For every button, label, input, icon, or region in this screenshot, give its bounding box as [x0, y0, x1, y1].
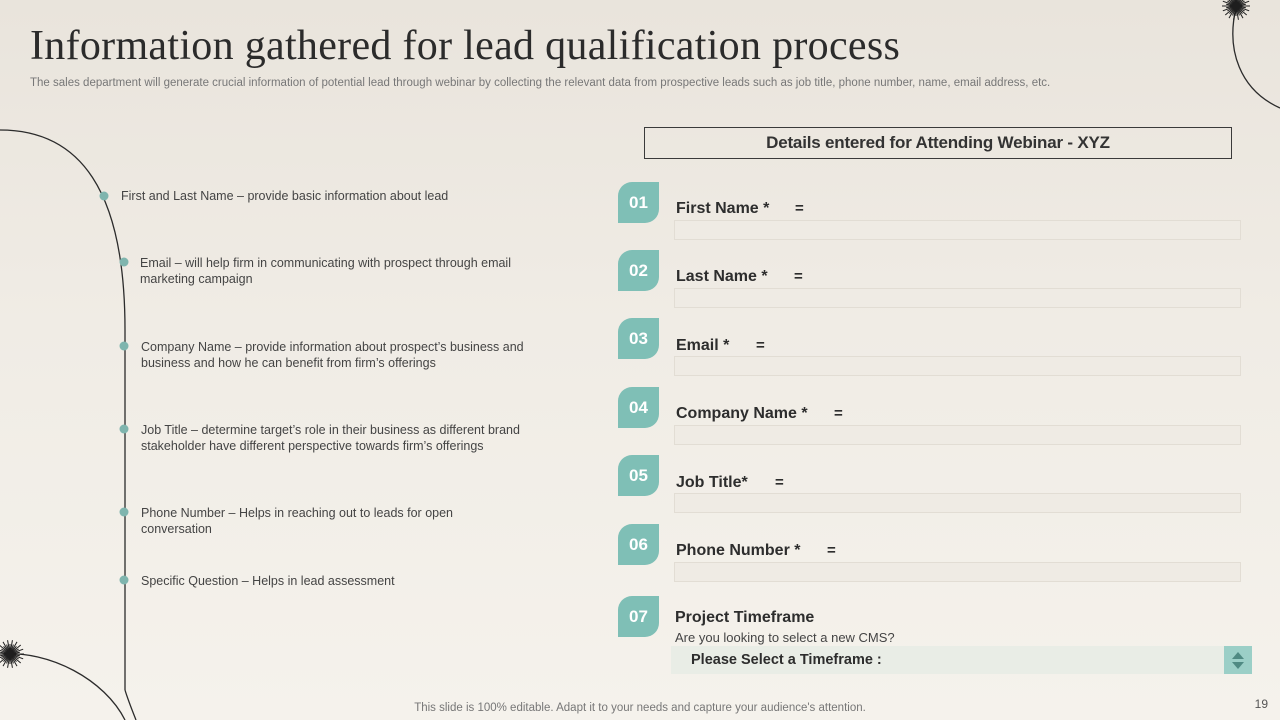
step-number-badge: 02: [618, 250, 659, 291]
timeline-dot: [120, 508, 129, 517]
timeline-dot: [100, 192, 109, 201]
down-arrow-icon[interactable]: [1232, 662, 1244, 669]
step-number-badge: 07: [618, 596, 659, 637]
field-label-job-title: Job Title*: [676, 474, 748, 491]
timeline-dot: [120, 425, 129, 434]
top-right-curve: [1233, 8, 1280, 108]
timeline-dot: [120, 576, 129, 585]
timeframe-select[interactable]: [671, 646, 1252, 674]
step-number-badge: 04: [618, 387, 659, 428]
equals-sign: =: [775, 474, 784, 491]
question-label: Project Timeframe: [675, 609, 815, 626]
equals-sign: =: [834, 405, 843, 422]
phone-number-input[interactable]: [674, 562, 1241, 582]
bullet-item: Email – will help firm in communicating with prospect through email marketing campaign: [140, 256, 511, 286]
equals-sign: =: [827, 542, 836, 559]
field-label-phone-number: Phone Number *: [676, 542, 801, 559]
starburst-icon: [0, 640, 24, 668]
timeline-curve: [0, 130, 125, 690]
up-down-arrows-icon[interactable]: [1224, 646, 1252, 674]
company-name-input[interactable]: [674, 425, 1241, 445]
equals-sign: =: [794, 268, 803, 285]
email-input[interactable]: [674, 356, 1241, 376]
starburst-icon: [1222, 0, 1250, 20]
step-number-badge: 01: [618, 182, 659, 223]
page-number: 19: [1254, 697, 1268, 711]
page-subtitle: The sales department will generate crucial information of potential lead through webinar by collecting the relevant data from prospective leads such as job title, phone number, name, email address, etc.: [30, 77, 1051, 89]
job-title-input[interactable]: [674, 493, 1241, 513]
bullet-item: Phone Number – Helps in reaching out to leads for open conversation: [141, 506, 453, 536]
timeline-dot: [120, 258, 129, 267]
footer-note: This slide is 100% editable. Adapt it to your needs and capture your audience's attention.: [414, 702, 866, 714]
bullet-item: Specific Question – Helps in lead assessment: [141, 574, 395, 588]
field-label-first-name: First Name *: [676, 200, 770, 217]
bullet-item: First and Last Name – provide basic information about lead: [121, 189, 449, 203]
field-label-company-name: Company Name *: [676, 405, 808, 422]
bullet-item: Job Title – determine target’s role in their business as different brand stakeholder have different perspective towards firm’s offerings: [141, 423, 520, 453]
equals-sign: =: [795, 200, 804, 217]
last-name-input[interactable]: [674, 288, 1241, 308]
field-label-email: Email *: [676, 337, 730, 354]
select-label: Please Select a Timeframe :: [691, 652, 882, 668]
field-label-last-name: Last Name *: [676, 268, 768, 285]
timeline-dot: [120, 342, 129, 351]
step-number-badge: 05: [618, 455, 659, 496]
question-text: Are you looking to select a new CMS?: [675, 630, 895, 645]
bullet-item: Company Name – provide information about prospect’s business and business and how he can benefit from firm’s offerings: [141, 340, 524, 370]
step-number-badge: 06: [618, 524, 659, 565]
first-name-input[interactable]: [674, 220, 1241, 240]
equals-sign: =: [756, 337, 765, 354]
form-header: Details entered for Attending Webinar - XYZ: [644, 127, 1232, 159]
up-arrow-icon[interactable]: [1232, 652, 1244, 659]
page-title: Information gathered for lead qualification process: [30, 23, 901, 69]
step-number-badge: 03: [618, 318, 659, 359]
